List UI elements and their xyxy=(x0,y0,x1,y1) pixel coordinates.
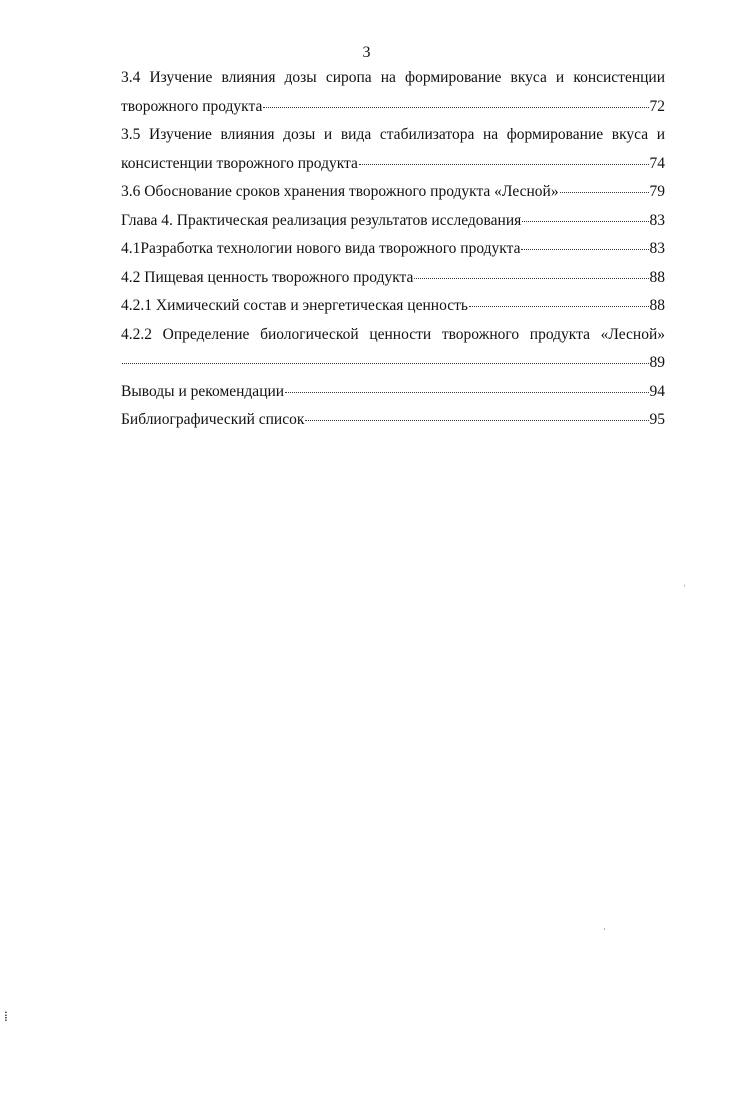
toc-page-number: 89 xyxy=(649,354,665,371)
dot-leader xyxy=(469,306,649,307)
dot-leader xyxy=(560,192,649,193)
toc-entry-chapter-4 xyxy=(121,207,665,236)
scan-speck: · xyxy=(603,925,606,934)
toc-entry-title: 4.2.2 Определение биологической ценности творожного продукта «Лесной» xyxy=(121,325,665,343)
toc-entry-title: 4.2 Пищевая ценность творожного продукта xyxy=(121,268,414,286)
toc-entry-title: Библиографический список xyxy=(121,411,305,428)
toc-entry-4-1 xyxy=(121,235,665,264)
toc-page-number: 79 xyxy=(649,183,665,200)
toc-page-number: 72 xyxy=(649,97,665,115)
toc-page-number: 88 xyxy=(649,268,665,286)
toc-entry-title-cont: творожного продукта xyxy=(121,97,263,115)
toc-page-number: 83 xyxy=(649,211,665,229)
dot-leader xyxy=(521,249,648,250)
toc-entry-4-2-1 xyxy=(121,292,665,321)
dot-leader xyxy=(414,278,648,279)
toc-page-number: 83 xyxy=(649,240,665,257)
toc-entry-bibliography xyxy=(121,406,665,435)
toc-entry-title: Выводы и рекомендации xyxy=(121,382,285,400)
toc-entry-3-6 xyxy=(121,178,665,207)
page-number: 3 xyxy=(362,44,371,61)
scan-speck: ʾ xyxy=(683,584,686,593)
toc-page-number: 95 xyxy=(649,411,665,428)
toc-entry-title: 3.5 Изучение влияния дозы и вида стабилизатора на формирование вкуса и xyxy=(121,126,665,143)
toc-entry-title: 3.6 Обоснование сроков хранения творожного продукта «Лесной» xyxy=(121,183,559,200)
toc-entry-4-2 xyxy=(121,264,665,293)
dot-leader xyxy=(522,221,648,222)
dot-leader xyxy=(285,392,648,393)
dot-leader xyxy=(359,164,649,165)
toc-entry-3-5 xyxy=(121,121,665,178)
toc-page-number: 88 xyxy=(649,297,665,314)
dot-leader xyxy=(305,420,648,421)
toc-page-number: 94 xyxy=(649,382,665,400)
toc-entry-title-cont: консистенции творожного продукта xyxy=(121,154,358,172)
scan-speck: ⁞ xyxy=(4,1010,8,1025)
toc-entry-title: 4.2.1 Химический состав и энергетическая ценность xyxy=(121,297,468,314)
toc-entry-title: 4.1Разработка технологии нового вида творожного продукта xyxy=(121,240,521,257)
toc-entry-title: 3.4 Изучение влияния дозы сиропа на формирование вкуса и консистенции xyxy=(121,69,665,86)
table-of-contents xyxy=(121,64,665,435)
toc-entry-4-2-2 xyxy=(121,321,665,378)
toc-entry-title: Глава 4. Практическая реализация результатов исследования xyxy=(121,211,522,229)
toc-entry-3-4 xyxy=(121,64,665,121)
dot-leader xyxy=(263,107,648,108)
toc-entry-conclusions xyxy=(121,378,665,407)
dot-leader xyxy=(122,363,649,364)
toc-page-number: 74 xyxy=(649,154,665,172)
